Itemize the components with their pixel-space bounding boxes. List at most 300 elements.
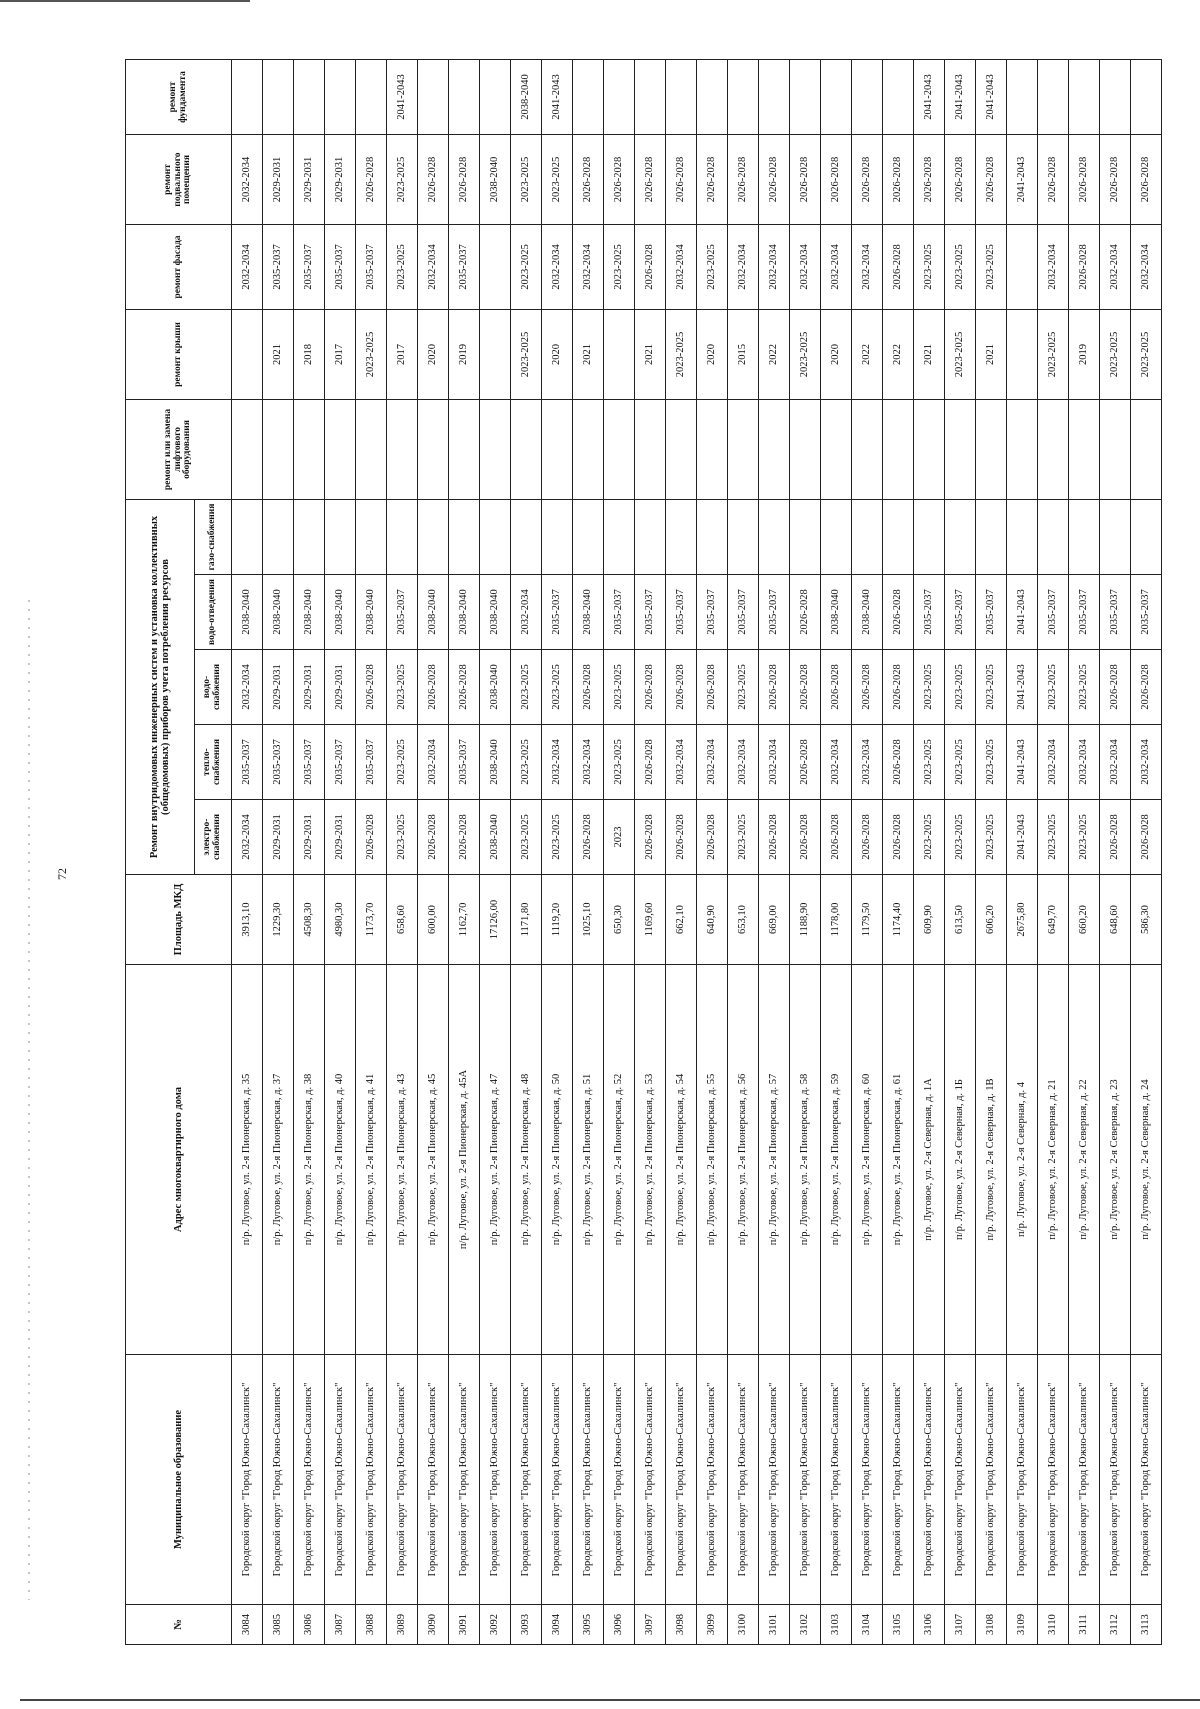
cell-num: 3091: [449, 1605, 480, 1645]
table-row: [728, 60, 759, 1645]
cell-facade: 2032-2034: [666, 225, 697, 310]
cell-municipality: Городской округ "Город Южно-Сахалинск": [449, 1355, 480, 1605]
cell-address: п/р. Луговое, ул. 2-я Пионерская, д. 38: [294, 965, 325, 1355]
cell-area: 606,20: [976, 875, 1007, 965]
cell-heat: 2023-2025: [945, 725, 976, 800]
cell-water-supply: 2026-2028: [697, 650, 728, 725]
cell-gas: [635, 500, 666, 575]
cell-gas: [1069, 500, 1100, 575]
cell-foundation: [1007, 60, 1038, 135]
col-header-facade: ремонт фасада: [126, 225, 232, 310]
table-row: [511, 60, 542, 1645]
table-row: [945, 60, 976, 1645]
cell-electric: 2026-2028: [449, 800, 480, 875]
cell-roof: 2023-2025: [511, 310, 542, 400]
cell-gas: [480, 500, 511, 575]
cell-water-disposal: 2026-2028: [790, 575, 821, 650]
cell-elevator: [1100, 400, 1131, 500]
cell-num: 3112: [1100, 1605, 1131, 1645]
cell-num: 3097: [635, 1605, 666, 1645]
cell-heat: 2035-2037: [263, 725, 294, 800]
cell-address: п/р. Луговое, ул. 2-я Пионерская, д. 45А: [449, 965, 480, 1355]
cell-address: п/р. Луговое, ул. 2-я Пионерская, д. 48: [511, 965, 542, 1355]
cell-address: п/р. Луговое, ул. 2-я Северная, д. 1В: [976, 965, 1007, 1355]
cell-basement: 2026-2028: [356, 135, 387, 225]
cell-foundation: [449, 60, 480, 135]
cell-roof: 2023-2025: [356, 310, 387, 400]
cell-elevator: [356, 400, 387, 500]
cell-foundation: 2041-2043: [976, 60, 1007, 135]
cell-num: 3101: [759, 1605, 790, 1645]
cell-area: 669,00: [759, 875, 790, 965]
cell-water-supply: 2023-2025: [511, 650, 542, 725]
cell-roof: [1007, 310, 1038, 400]
cell-municipality: Городской округ "Город Южно-Сахалинск": [604, 1355, 635, 1605]
cell-basement: 2029-2031: [294, 135, 325, 225]
cell-roof: 2020: [697, 310, 728, 400]
cell-elevator: [263, 400, 294, 500]
cell-basement: 2026-2028: [1100, 135, 1131, 225]
cell-foundation: 2038-2040: [511, 60, 542, 135]
cell-water-supply: 2029-2031: [294, 650, 325, 725]
cell-water-supply: 2026-2028: [449, 650, 480, 725]
cell-basement: 2026-2028: [1131, 135, 1162, 225]
cell-heat: 2032-2034: [1131, 725, 1162, 800]
cell-electric: 2023-2025: [1038, 800, 1069, 875]
cell-basement: 2026-2028: [1069, 135, 1100, 225]
cell-facade: 2023-2025: [976, 225, 1007, 310]
cell-municipality: Городской округ "Город Южно-Сахалинск": [635, 1355, 666, 1605]
cell-heat: 2035-2037: [325, 725, 356, 800]
cell-water-disposal: 2035-2037: [914, 575, 945, 650]
cell-facade: 2026-2028: [1069, 225, 1100, 310]
table-row: [480, 60, 511, 1645]
cell-num: 3111: [1069, 1605, 1100, 1645]
col-header-num: №: [126, 1605, 232, 1645]
cell-facade: 2032-2034: [1038, 225, 1069, 310]
col-header-foundation: ремонт фундамента: [126, 60, 232, 135]
cell-electric: 2026-2028: [1100, 800, 1131, 875]
cell-area: 1171,80: [511, 875, 542, 965]
cell-num: 3103: [821, 1605, 852, 1645]
cell-area: 4508,30: [294, 875, 325, 965]
cell-elevator: [945, 400, 976, 500]
cell-facade: [480, 225, 511, 310]
cell-roof: 2021: [976, 310, 1007, 400]
cell-foundation: [1038, 60, 1069, 135]
cell-municipality: Городской округ "Город Южно-Сахалинск": [232, 1355, 263, 1605]
cell-address: п/р. Луговое, ул. 2-я Пионерская, д. 54: [666, 965, 697, 1355]
cell-num: 3084: [232, 1605, 263, 1645]
table-row: [449, 60, 480, 1645]
cell-electric: 2026-2028: [790, 800, 821, 875]
table-row: [418, 60, 449, 1645]
cell-elevator: [976, 400, 1007, 500]
cell-facade: 2023-2025: [604, 225, 635, 310]
cell-num: 3092: [480, 1605, 511, 1645]
cell-address: п/р. Луговое, ул. 2-я Северная, д. 24: [1131, 965, 1162, 1355]
cell-electric: 2026-2028: [666, 800, 697, 875]
cell-area: 648,60: [1100, 875, 1131, 965]
cell-area: 3913,10: [232, 875, 263, 965]
cell-water-supply: 2029-2031: [325, 650, 356, 725]
cell-municipality: Городской округ "Город Южно-Сахалинск": [418, 1355, 449, 1605]
cell-municipality: Городской округ "Город Южно-Сахалинск": [945, 1355, 976, 1605]
cell-water-supply: 2023-2025: [387, 650, 418, 725]
cell-address: п/р. Луговое, ул. 2-я Пионерская, д. 41: [356, 965, 387, 1355]
table-row: [635, 60, 666, 1645]
table-row: [790, 60, 821, 1645]
cell-heat: 2032-2034: [1100, 725, 1131, 800]
cell-facade: 2023-2025: [387, 225, 418, 310]
cell-address: п/р. Луговое, ул. 2-я Северная, д. 4: [1007, 965, 1038, 1355]
cell-foundation: [728, 60, 759, 135]
table-row: [914, 60, 945, 1645]
cell-elevator: [325, 400, 356, 500]
cell-electric: 2023-2025: [728, 800, 759, 875]
cell-area: 1188,90: [790, 875, 821, 965]
cell-area: 640,90: [697, 875, 728, 965]
cell-water-disposal: 2035-2037: [759, 575, 790, 650]
cell-elevator: [542, 400, 573, 500]
cell-water-disposal: 2038-2040: [325, 575, 356, 650]
cell-water-disposal: 2035-2037: [1131, 575, 1162, 650]
cell-foundation: 2041-2043: [914, 60, 945, 135]
cell-gas: [697, 500, 728, 575]
cell-address: п/р. Луговое, ул. 2-я Пионерская, д. 52: [604, 965, 635, 1355]
cell-num: 3113: [1131, 1605, 1162, 1645]
cell-num: 3099: [697, 1605, 728, 1645]
col-header-engineering-group: Ремонт внутридомовых инженерных систем и установка коллективных (общедомовых) приборов учета потребления ресурсов: [126, 500, 195, 875]
cell-area: 609,90: [914, 875, 945, 965]
cell-facade: 2035-2037: [263, 225, 294, 310]
cell-num: 3086: [294, 1605, 325, 1645]
cell-water-supply: 2026-2028: [759, 650, 790, 725]
cell-electric: 2029-2031: [294, 800, 325, 875]
cell-gas: [1100, 500, 1131, 575]
cell-basement: 2032-2034: [232, 135, 263, 225]
col-header-electric: электро-снабжения: [195, 800, 232, 875]
cell-num: 3089: [387, 1605, 418, 1645]
cell-municipality: Городской округ "Город Южно-Сахалинск": [759, 1355, 790, 1605]
cell-electric: 2026-2028: [1131, 800, 1162, 875]
col-header-municipality: Муниципальное образование: [126, 1355, 232, 1605]
cell-basement: 2023-2025: [387, 135, 418, 225]
cell-electric: 2026-2028: [883, 800, 914, 875]
cell-water-supply: 2026-2028: [852, 650, 883, 725]
cell-electric: 2023-2025: [511, 800, 542, 875]
col-header-elevator: ремонт или замена лифтового оборудования: [126, 400, 232, 500]
cell-water-supply: 2029-2031: [263, 650, 294, 725]
cell-area: 649,70: [1038, 875, 1069, 965]
cell-gas: [945, 500, 976, 575]
cell-foundation: 2041-2043: [387, 60, 418, 135]
cell-address: п/р. Луговое, ул. 2-я Пионерская, д. 50: [542, 965, 573, 1355]
cell-area: 586,30: [1131, 875, 1162, 965]
cell-water-disposal: 2038-2040: [418, 575, 449, 650]
cell-gas: [449, 500, 480, 575]
cell-elevator: [883, 400, 914, 500]
cell-basement: 2026-2028: [1038, 135, 1069, 225]
cell-elevator: [1069, 400, 1100, 500]
cell-roof: 2023-2025: [1038, 310, 1069, 400]
cell-foundation: [697, 60, 728, 135]
cell-facade: 2035-2037: [449, 225, 480, 310]
cell-roof: 2023-2025: [945, 310, 976, 400]
cell-elevator: [635, 400, 666, 500]
cell-gas: [1038, 500, 1069, 575]
cell-municipality: Городской округ "Город Южно-Сахалинск": [914, 1355, 945, 1605]
cell-area: 4980,30: [325, 875, 356, 965]
cell-num: 3100: [728, 1605, 759, 1645]
cell-municipality: Городской округ "Город Южно-Сахалинск": [1038, 1355, 1069, 1605]
col-header-gas: газо-снабжения: [195, 500, 232, 575]
cell-basement: 2026-2028: [883, 135, 914, 225]
cell-municipality: Городской округ "Город Южно-Сахалинск": [573, 1355, 604, 1605]
cell-address: п/р. Луговое, ул. 2-я Пионерская, д. 51: [573, 965, 604, 1355]
cell-basement: 2026-2028: [976, 135, 1007, 225]
cell-water-disposal: 2035-2037: [387, 575, 418, 650]
cell-water-supply: 2026-2028: [821, 650, 852, 725]
cell-area: 650,30: [604, 875, 635, 965]
cell-roof: 2019: [449, 310, 480, 400]
cell-basement: 2041-2043: [1007, 135, 1038, 225]
cell-heat: 2023-2025: [976, 725, 1007, 800]
cell-municipality: Городской округ "Город Южно-Сахалинск": [852, 1355, 883, 1605]
cell-water-disposal: 2035-2037: [635, 575, 666, 650]
cell-heat: 2023-2025: [511, 725, 542, 800]
cell-water-disposal: 2038-2040: [852, 575, 883, 650]
cell-num: 3104: [852, 1605, 883, 1645]
cell-foundation: [480, 60, 511, 135]
cell-water-disposal: 2035-2037: [542, 575, 573, 650]
cell-municipality: Городской округ "Город Южно-Сахалинск": [356, 1355, 387, 1605]
cell-area: 660,20: [1069, 875, 1100, 965]
cell-heat: 2032-2034: [852, 725, 883, 800]
cell-num: 3085: [263, 1605, 294, 1645]
cell-basement: 2023-2025: [511, 135, 542, 225]
cell-water-supply: 2026-2028: [635, 650, 666, 725]
cell-elevator: [821, 400, 852, 500]
cell-foundation: [1100, 60, 1131, 135]
cell-gas: [263, 500, 294, 575]
cell-gas: [511, 500, 542, 575]
cell-address: п/р. Луговое, ул. 2-я Пионерская, д. 55: [697, 965, 728, 1355]
col-header-area: Площадь МКД: [126, 875, 232, 965]
cell-roof: 2021: [635, 310, 666, 400]
cell-basement: 2026-2028: [728, 135, 759, 225]
cell-gas: [759, 500, 790, 575]
cell-gas: [418, 500, 449, 575]
table-row: [356, 60, 387, 1645]
cell-gas: [883, 500, 914, 575]
rotated-page: [125, 60, 1170, 1645]
cell-foundation: 2041-2043: [945, 60, 976, 135]
cell-elevator: [480, 400, 511, 500]
table-row: [976, 60, 1007, 1645]
cell-elevator: [1131, 400, 1162, 500]
cell-gas: [542, 500, 573, 575]
cell-roof: 2017: [325, 310, 356, 400]
cell-roof: 2022: [883, 310, 914, 400]
cell-facade: 2032-2034: [418, 225, 449, 310]
cell-foundation: 2041-2043: [542, 60, 573, 135]
cell-roof: 2020: [542, 310, 573, 400]
cell-roof: 2017: [387, 310, 418, 400]
table-row: [1007, 60, 1038, 1645]
cell-gas: [1131, 500, 1162, 575]
table-row: [666, 60, 697, 1645]
table-row: [697, 60, 728, 1645]
cell-municipality: Городской округ "Город Южно-Сахалинск": [697, 1355, 728, 1605]
cell-elevator: [1038, 400, 1069, 500]
cell-address: п/р. Луговое, ул. 2-я Северная, д. 21: [1038, 965, 1069, 1355]
cell-elevator: [666, 400, 697, 500]
cell-elevator: [914, 400, 945, 500]
cell-num: 3095: [573, 1605, 604, 1645]
cell-basement: 2026-2028: [449, 135, 480, 225]
cell-facade: 2032-2034: [790, 225, 821, 310]
cell-foundation: [573, 60, 604, 135]
cell-water-supply: 2026-2028: [573, 650, 604, 725]
cell-gas: [573, 500, 604, 575]
col-header-water-disposal: водо-отведения: [195, 575, 232, 650]
cell-water-supply: 2023-2025: [945, 650, 976, 725]
cell-elevator: [573, 400, 604, 500]
cell-electric: 2026-2028: [852, 800, 883, 875]
cell-address: п/р. Луговое, ул. 2-я Пионерская, д. 37: [263, 965, 294, 1355]
cell-municipality: Городской округ "Город Южно-Сахалинск": [728, 1355, 759, 1605]
cell-foundation: [294, 60, 325, 135]
cell-area: 653,10: [728, 875, 759, 965]
scan-edge-bottom: [20, 1699, 1200, 1701]
table-row: [852, 60, 883, 1645]
cell-gas: [976, 500, 1007, 575]
cell-gas: [325, 500, 356, 575]
cell-electric: 2026-2028: [759, 800, 790, 875]
cell-num: 3088: [356, 1605, 387, 1645]
cell-electric: 2023: [604, 800, 635, 875]
cell-water-disposal: 2038-2040: [821, 575, 852, 650]
cell-elevator: [449, 400, 480, 500]
cell-municipality: Городской округ "Город Южно-Сахалинск": [666, 1355, 697, 1605]
cell-heat: 2032-2034: [728, 725, 759, 800]
cell-foundation: [759, 60, 790, 135]
cell-num: 3110: [1038, 1605, 1069, 1645]
cell-heat: 2023-2025: [604, 725, 635, 800]
cell-address: п/р. Луговое, ул. 2-я Пионерская, д. 56: [728, 965, 759, 1355]
cell-area: 1025,10: [573, 875, 604, 965]
cell-area: 1174,40: [883, 875, 914, 965]
cell-roof: 2023-2025: [790, 310, 821, 400]
cell-num: 3094: [542, 1605, 573, 1645]
table-row: [821, 60, 852, 1645]
cell-water-supply: 2023-2025: [914, 650, 945, 725]
cell-roof: [604, 310, 635, 400]
cell-roof: 2015: [728, 310, 759, 400]
cell-basement: 2026-2028: [759, 135, 790, 225]
cell-basement: 2026-2028: [852, 135, 883, 225]
cell-facade: 2032-2034: [852, 225, 883, 310]
cell-water-supply: 2026-2028: [883, 650, 914, 725]
cell-water-disposal: 2038-2040: [356, 575, 387, 650]
cell-elevator: [511, 400, 542, 500]
cell-water-disposal: 2026-2028: [883, 575, 914, 650]
table-row: [325, 60, 356, 1645]
cell-water-disposal: 2035-2037: [976, 575, 1007, 650]
table-row: [573, 60, 604, 1645]
cell-water-disposal: 2035-2037: [1069, 575, 1100, 650]
cell-municipality: Городской округ "Город Южно-Сахалинск": [790, 1355, 821, 1605]
cell-electric: 2023-2025: [542, 800, 573, 875]
cell-roof: [480, 310, 511, 400]
cell-facade: 2032-2034: [728, 225, 759, 310]
cell-electric: 2026-2028: [573, 800, 604, 875]
cell-elevator: [604, 400, 635, 500]
cell-roof: 2021: [263, 310, 294, 400]
cell-foundation: [604, 60, 635, 135]
cell-basement: 2026-2028: [635, 135, 666, 225]
col-header-heat: тепло-снабжения: [195, 725, 232, 800]
cell-heat: 2038-2040: [480, 725, 511, 800]
cell-elevator: [294, 400, 325, 500]
cell-heat: 2032-2034: [1069, 725, 1100, 800]
cell-foundation: [666, 60, 697, 135]
cell-water-supply: 2026-2028: [1131, 650, 1162, 725]
cell-roof: 2023-2025: [666, 310, 697, 400]
cell-heat: 2023-2025: [387, 725, 418, 800]
cell-roof: 2022: [759, 310, 790, 400]
cell-water-supply: 2023-2025: [1038, 650, 1069, 725]
cell-facade: 2032-2034: [1131, 225, 1162, 310]
cell-water-supply: 2038-2040: [480, 650, 511, 725]
cell-water-supply: 2023-2025: [728, 650, 759, 725]
cell-foundation: [1131, 60, 1162, 135]
table-row: [1131, 60, 1162, 1645]
cell-electric: 2029-2031: [325, 800, 356, 875]
cell-address: п/р. Луговое, ул. 2-я Пионерская, д. 35: [232, 965, 263, 1355]
cell-water-supply: 2041-2043: [1007, 650, 1038, 725]
cell-foundation: [356, 60, 387, 135]
cell-basement: 2029-2031: [263, 135, 294, 225]
cell-municipality: Городской округ "Город Южно-Сахалинск": [1007, 1355, 1038, 1605]
cell-address: п/р. Луговое, ул. 2-я Пионерская, д. 58: [790, 965, 821, 1355]
cell-gas: [790, 500, 821, 575]
cell-water-disposal: 2035-2037: [604, 575, 635, 650]
cell-elevator: [418, 400, 449, 500]
cell-num: 3107: [945, 1605, 976, 1645]
cell-municipality: Городской округ "Город Южно-Сахалинск": [325, 1355, 356, 1605]
cell-electric: 2026-2028: [356, 800, 387, 875]
cell-area: 1169,60: [635, 875, 666, 965]
cell-area: 1179,50: [852, 875, 883, 965]
cell-num: 3102: [790, 1605, 821, 1645]
cell-electric: 2026-2028: [418, 800, 449, 875]
cell-water-supply: 2023-2025: [976, 650, 1007, 725]
table-row: [759, 60, 790, 1645]
cell-roof: 2018: [294, 310, 325, 400]
cell-address: п/р. Луговое, ул. 2-я Северная, д. 22: [1069, 965, 1100, 1355]
table-row: [1069, 60, 1100, 1645]
cell-roof: [232, 310, 263, 400]
cell-electric: 2026-2028: [697, 800, 728, 875]
cell-gas: [666, 500, 697, 575]
cell-address: п/р. Луговое, ул. 2-я Пионерская, д. 61: [883, 965, 914, 1355]
cell-roof: 2019: [1069, 310, 1100, 400]
cell-water-supply: 2026-2028: [790, 650, 821, 725]
cell-water-disposal: 2035-2037: [666, 575, 697, 650]
table-row: [1038, 60, 1069, 1645]
